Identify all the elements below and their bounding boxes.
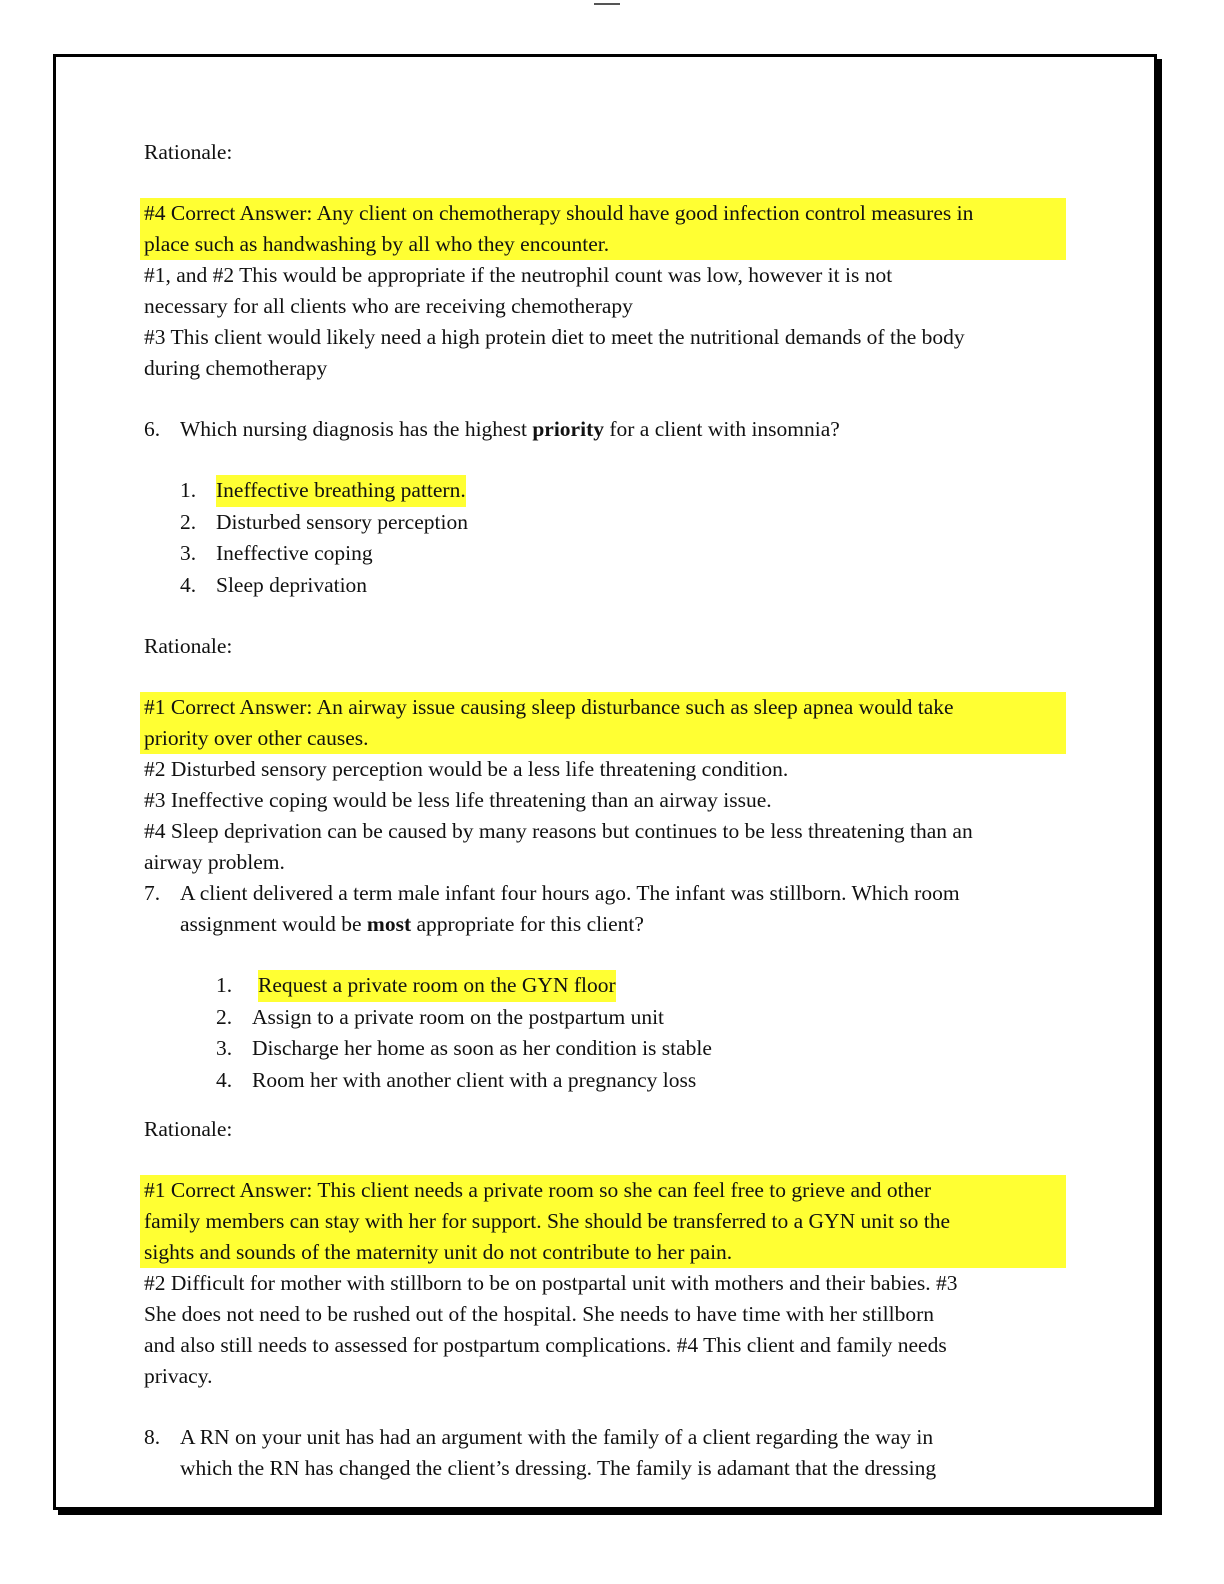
question-6-text: Which nursing diagnosis has the highest priority for a client with insomnia? [180, 417, 840, 441]
q5-correct-line-2: place such as handwashing by all who they encounter. [144, 232, 610, 256]
q6-rationale-line-1: #2 Disturbed sensory perception would be a less life threatening condition. [144, 757, 789, 781]
q6-option-3: 3. Ineffective coping [180, 541, 373, 565]
question-6-emphasis: priority [532, 417, 604, 441]
q7-rationale-line-2: She does not need to be rushed out of the hospital. She needs to have time with her stillborn [144, 1302, 934, 1326]
q7-option-1: 1. Request a private room on the GYN floor [216, 970, 1066, 1002]
q6-correct-answer-highlight [140, 692, 1066, 754]
question-7-number: 7. [144, 881, 161, 905]
top-page-mark [594, 3, 620, 5]
question-6 [144, 414, 1066, 445]
q6-correct-line-1: #1 Correct Answer: An airway issue causing sleep disturbance such as sleep apnea would take [144, 695, 954, 719]
q6-rationale-line-4: airway problem. [144, 850, 285, 874]
q5-rationale-line-4: during chemotherapy [144, 356, 328, 380]
question-6-options [180, 475, 1066, 601]
q7-correct-answer-highlight [140, 1175, 1066, 1268]
question-8 [144, 1422, 1066, 1484]
q6-correct-line-2: priority over other causes. [144, 726, 369, 750]
q5-rationale-line-2: necessary for all clients who are receiving chemotherapy [144, 294, 633, 318]
question-7 [144, 878, 1066, 940]
q7-option-4: 4. Room her with another client with a pregnancy loss [216, 1067, 697, 1092]
q5-rationale-line-3: #3 This client would likely need a high protein diet to meet the nutritional demands of the body [144, 325, 965, 349]
question-8-number: 8. [144, 1425, 161, 1449]
rationale-label-q5: Rationale: [144, 140, 233, 164]
q5-correct-line-1: #4 Correct Answer: Any client on chemotherapy should have good infection control measures in [144, 201, 974, 225]
q5-correct-answer-highlight [140, 198, 1066, 260]
q6-option-2: 2. Disturbed sensory perception [180, 509, 468, 534]
rationale-label-q6: Rationale: [144, 634, 233, 658]
q7-option-2: 2. Assign to a private room on the postpartum unit [216, 1004, 665, 1029]
q7-rationale-line-3: and also still needs to assessed for postpartum complications. #4 This client and family needs [144, 1333, 947, 1357]
q7-option-1-highlighted: Request a private room on the GYN floor [258, 970, 616, 1002]
q7-correct-line-1: #1 Correct Answer: This client needs a private room so she can feel free to grieve and other [144, 1178, 932, 1202]
q6-option-1: 1. Ineffective breathing pattern. [180, 475, 1066, 507]
q7-rationale-line-1: #2 Difficult for mother with stillborn to be on postpartal unit with mothers and their babies. #3 [144, 1271, 958, 1295]
q7-rationale-line-4: privacy. [144, 1364, 213, 1388]
q7-option-3: 3. Discharge her home as soon as her condition is stable [216, 1036, 712, 1060]
q6-option-4: 4. Sleep deprivation [180, 572, 368, 597]
q6-option-1-highlighted: Ineffective breathing pattern. [216, 475, 466, 507]
question-7-options [216, 970, 1066, 1096]
q6-rationale-line-3: #4 Sleep deprivation can be caused by many reasons but continues to be less threatening than an [144, 819, 973, 843]
q5-rationale-line-1: #1, and #2 This would be appropriate if the neutrophil count was low, however it is not [144, 263, 893, 287]
question-7-text: A client delivered a term male infant four hours ago. The infant was stillborn. Which room assignment would be most appropriate for this client? [180, 881, 960, 936]
question-6-number: 6. [144, 417, 161, 441]
q7-correct-line-2: family members can stay with her for support. She should be transferred to a GYN unit so the [144, 1209, 951, 1233]
q6-rationale-line-2: #3 Ineffective coping would be less life threatening than an airway issue. [144, 788, 772, 812]
question-8-text: A RN on your unit has had an argument with the family of a client regarding the way in which the RN has changed the client’s dressing. The family is adamant that the dressing [180, 1425, 937, 1480]
rationale-label-q7: Rationale: [144, 1117, 233, 1141]
document-content [144, 137, 1066, 1484]
question-7-emphasis: most [366, 912, 412, 936]
q7-correct-line-3: sights and sounds of the maternity unit do not contribute to her pain. [144, 1240, 733, 1264]
